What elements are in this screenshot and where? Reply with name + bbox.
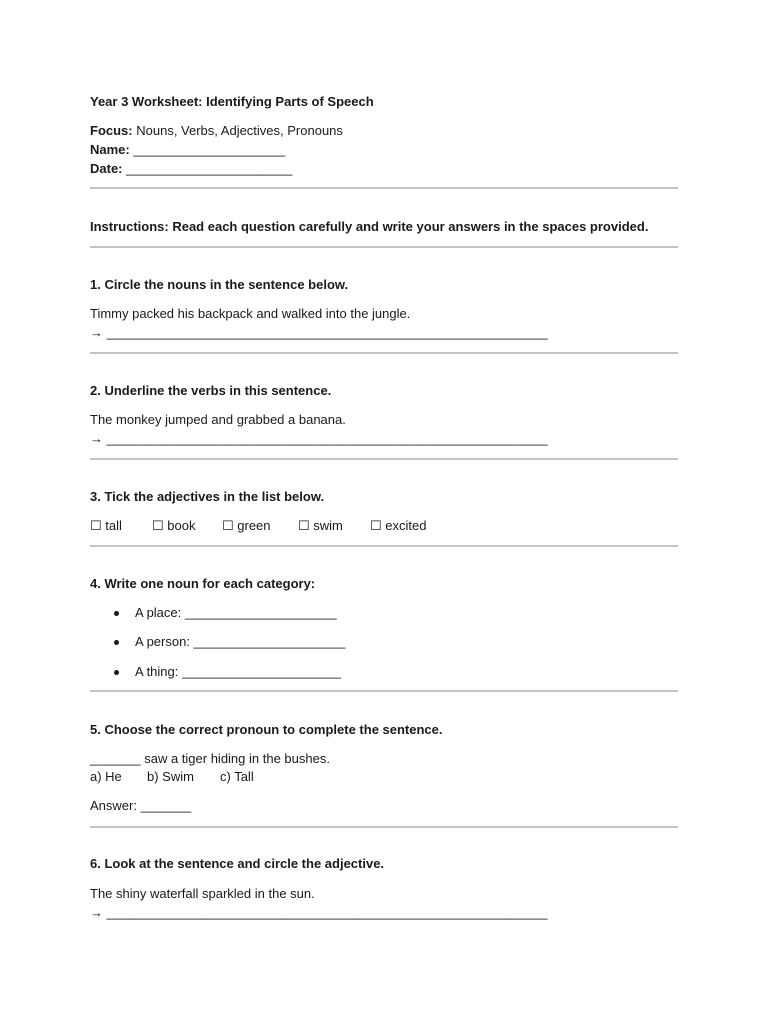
q4-item-thing[interactable]: A thing: ______________________ [135,664,342,679]
q3-option-book[interactable]: ☐ book [152,518,196,533]
q5-answer[interactable]: Answer: _______ [90,798,192,813]
name-field[interactable]: _____________________ [129,142,286,157]
q5-option-a[interactable]: a) He [90,769,122,784]
focus-label: Focus: [90,123,133,138]
q5-heading: 5. Choose the correct pronoun to complete the sentence. [90,722,443,737]
q6-answer-line[interactable]: → _____________________________________________________________ [90,905,548,920]
instructions: Instructions: Read each question carefully and write your answers in the spaces provided. [90,219,649,234]
q6-sentence: The shiny waterfall sparkled in the sun. [90,886,315,901]
divider [90,246,678,248]
divider [90,187,678,189]
date-line [90,161,292,177]
focus-line [90,123,343,139]
q6-heading: 6. Look at the sentence and circle the adjective. [90,856,385,871]
date-field[interactable]: _______________________ [122,161,293,176]
q3-heading: 3. Tick the adjectives in the list below. [90,489,325,504]
bullet-icon [114,640,119,645]
q4-item-person[interactable]: A person: _____________________ [135,634,346,649]
q1-heading: 1. Circle the nouns in the sentence below. [90,277,349,292]
bullet-icon [114,611,119,616]
focus-value: Nouns, Verbs, Adjectives, Pronouns [132,123,343,138]
q1-answer-line[interactable]: → _____________________________________________________________ [90,325,548,340]
divider [90,352,678,354]
q2-sentence: The monkey jumped and grabbed a banana. [90,412,346,427]
name-label: Name: [90,142,130,157]
date-label: Date: [90,161,123,176]
q5-option-c[interactable]: c) Tall [220,769,254,784]
q3-option-green[interactable]: ☐ green [222,518,271,533]
q3-option-excited[interactable]: ☐ excited [370,518,427,533]
q4-item-place[interactable]: A place: _____________________ [135,605,337,620]
divider [90,826,678,828]
divider [90,690,678,692]
q3-option-tall[interactable]: ☐ tall [90,518,122,533]
q5-option-b[interactable]: b) Swim [147,769,194,784]
divider [90,545,678,547]
bullet-icon [114,670,119,675]
q4-heading: 4. Write one noun for each category: [90,576,316,591]
name-line [90,142,285,158]
q2-answer-line[interactable]: → _____________________________________________________________ [90,431,548,446]
q3-option-swim[interactable]: ☐ swim [298,518,343,533]
q2-heading: 2. Underline the verbs in this sentence. [90,383,332,398]
q5-sentence: _______ saw a tiger hiding in the bushes. [90,751,330,766]
worksheet-title: Year 3 Worksheet: Identifying Parts of Speech [90,94,374,109]
q1-sentence: Timmy packed his backpack and walked into the jungle. [90,306,411,321]
divider [90,458,678,460]
